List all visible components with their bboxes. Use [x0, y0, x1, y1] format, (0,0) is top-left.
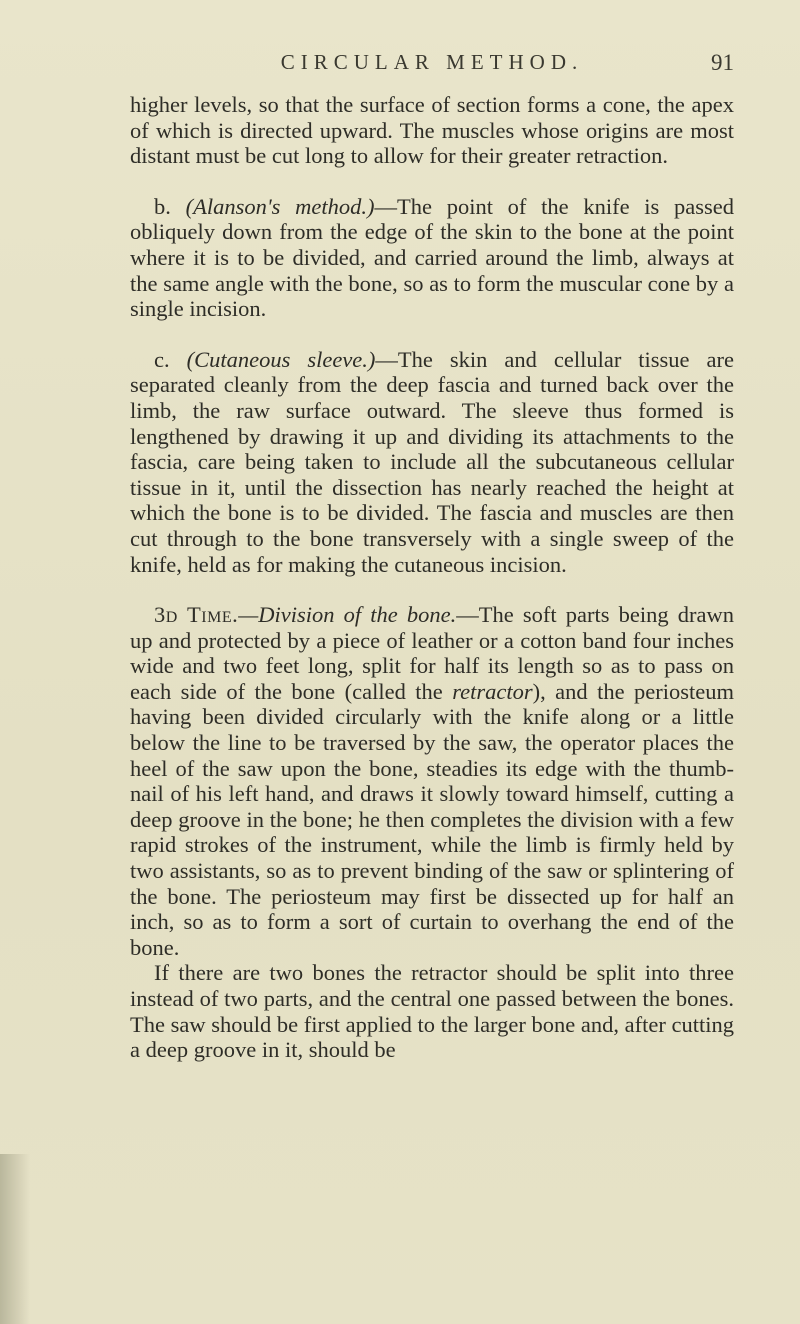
- page-number: 91: [711, 50, 734, 75]
- page-edge-shadow: [0, 1154, 30, 1324]
- paragraph-two-bones: If there are two bones the retractor should be split into three instead of two parts, and the central one passed between the bones. The saw should be first applied to the larger bone and, after cutting a deep groove in it, should be: [130, 960, 734, 1063]
- paragraph-text: —The soft parts being drawn up and protected by a piece of leather or a cotton band four inches wide and two feet long, split for half its length so as to pass on each side of the bone (called the: [130, 602, 734, 704]
- paragraph-text: —The point of the knife is passed obliquely down from the edge of the skin to the bone at the point where it is to be divided, and carried around the limb, always at the same angle with the bone, so as to form the muscular cone by a single incision.: [130, 193, 735, 322]
- term-retractor: retractor: [452, 678, 533, 704]
- paragraph-gap: [130, 169, 734, 194]
- item-label: b.: [154, 193, 171, 219]
- paragraph-continuation: higher levels, so that the surface of section forms a cone, the apex of which is directed upward. The muscles whose origins are most distant must be cut long to allow for their greater retraction.: [130, 92, 734, 169]
- paragraph-text: ), and the periosteum having been divided circularly with the knife along or a little below the line to be traversed by the saw, the operator places the heel of the saw upon the bone, steadies its edge with the thumb-nail of his left hand, and draws it slowly toward himself, cutting a deep groove in the bone; he then completes the division with a few rapid strokes of the instrument, while the limb is firmly held by two assistants, so as to prevent binding of the saw or splintering of the bone. The periosteum may first be dissected up for half an inch, so as to form a sort of curtain to overhang the end of the bone.: [130, 678, 734, 960]
- paragraph-division-of-bone: [130, 602, 734, 960]
- item-label: c.: [154, 346, 170, 372]
- paragraph-cutaneous-sleeve: [130, 347, 734, 577]
- time-heading: 3d Time.: [154, 602, 239, 628]
- paragraph-text: —The skin and cellular tissue are separated cleanly from the deep fascia and turned back over the limb, the raw surface outward. The sleeve thus formed is lengthened by drawing it up and dividing its attachments to the fascia, care being taken to include all the subcutaneous cellular tissue in it, until the dissection has nearly reached the height at which the bone is to be divided. The fascia and muscles are then cut through to the bone transversely with a single sweep of the knife, held as for making the cutaneous incision.: [130, 346, 734, 577]
- section-heading: (Cutaneous sleeve.): [186, 346, 376, 372]
- paragraph-gap: [130, 577, 734, 602]
- body-text: [130, 92, 734, 1063]
- running-title: CIRCULAR METHOD.: [280, 50, 584, 74]
- section-heading: —Division of the bone.: [238, 602, 457, 628]
- section-heading: (Alanson's method.): [185, 193, 375, 219]
- running-head: [130, 50, 734, 80]
- paragraph-gap: [130, 322, 734, 347]
- paragraph-alanson-method: [130, 194, 734, 322]
